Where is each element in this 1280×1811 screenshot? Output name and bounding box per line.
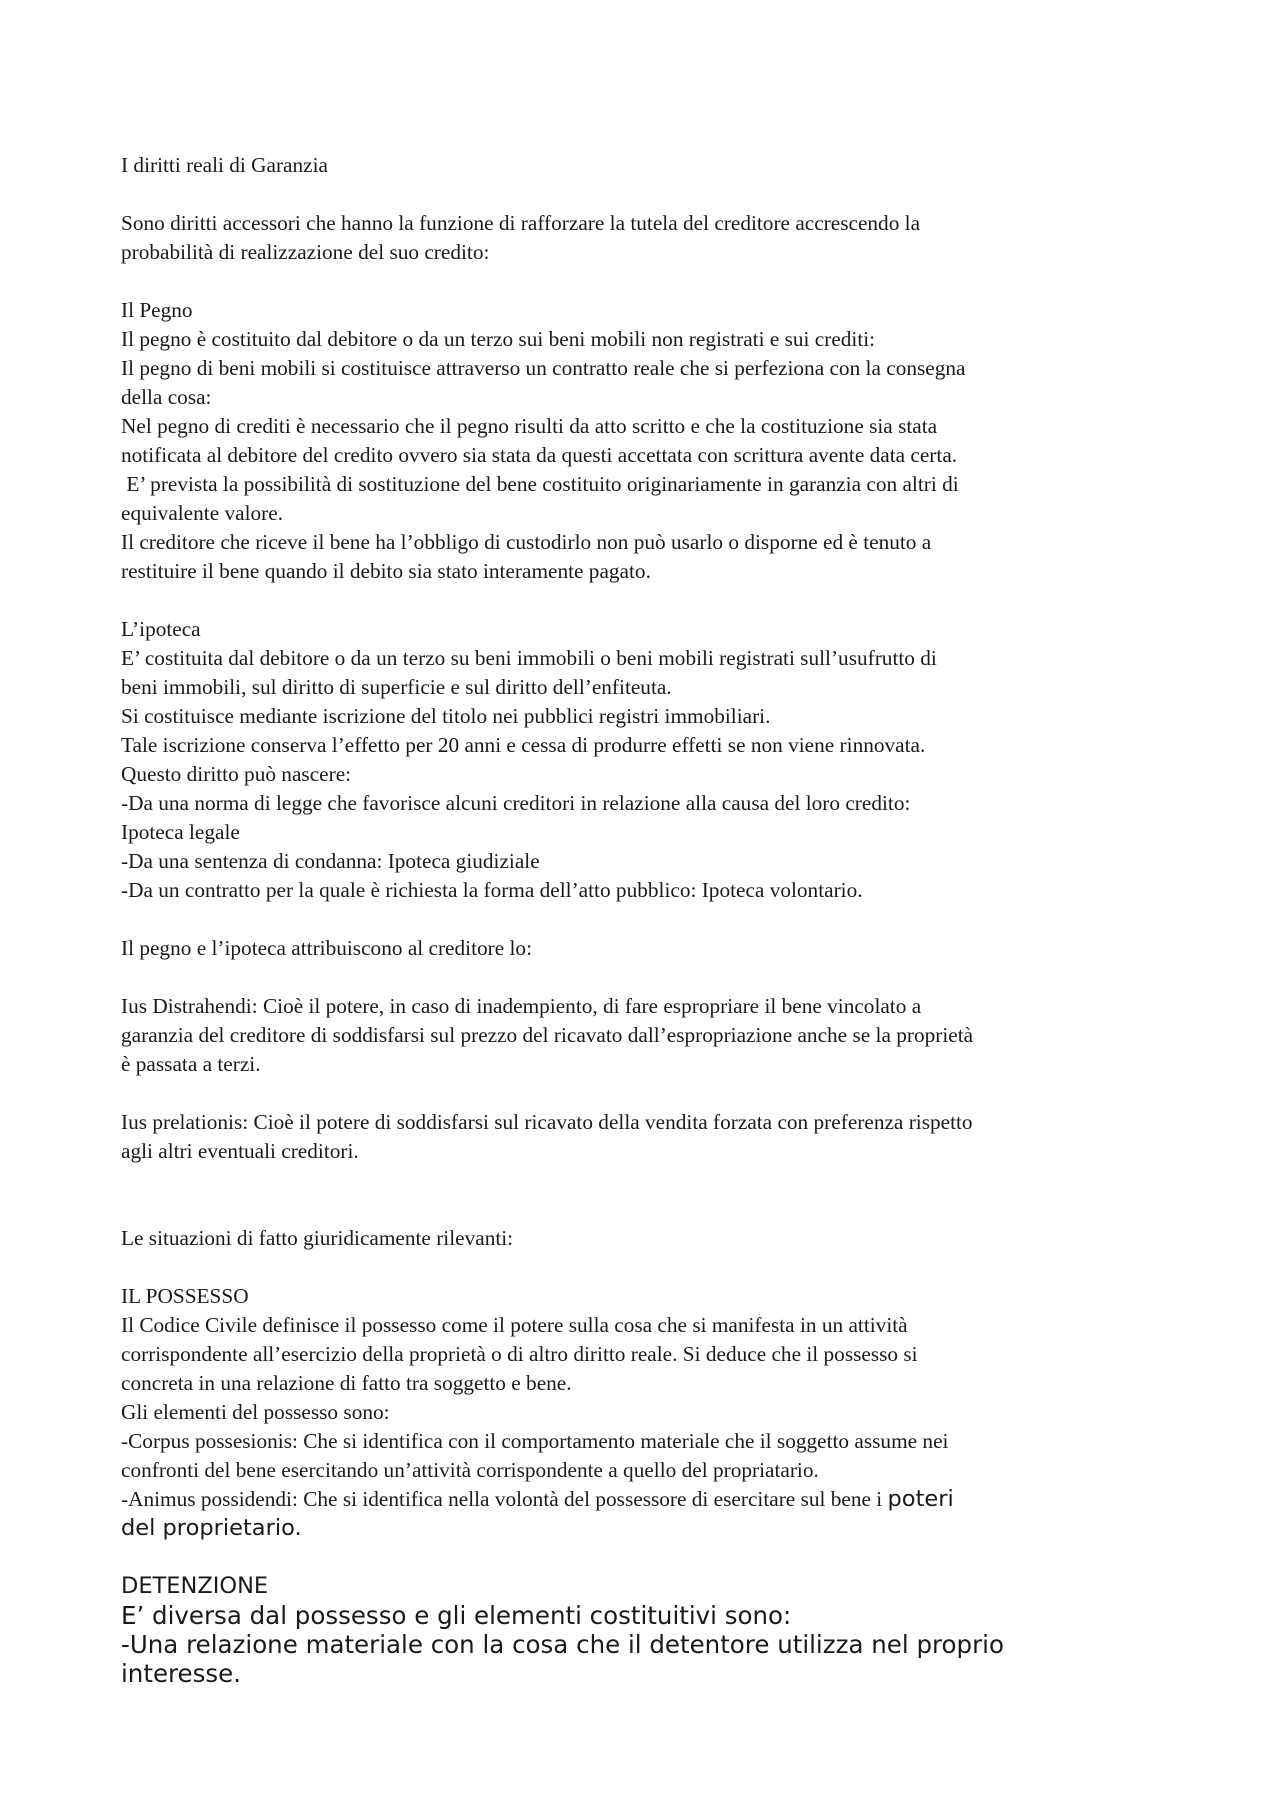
animus-sans-text: poteri bbox=[887, 1486, 954, 1512]
pegno-line: Il creditore che riceve il bene ha l’obbligo di custodirlo non può usarlo o disporne ed è tenuto a bbox=[121, 530, 932, 554]
detenzione-line: E’ diversa dal possesso e gli elementi costituitivi sono: bbox=[121, 1601, 792, 1630]
possesso-line: confronti del bene esercitando un’attività corrispondente a quello del propriatario. bbox=[121, 1458, 819, 1482]
spacer bbox=[121, 267, 1181, 296]
document-body bbox=[121, 151, 1181, 1688]
possesso-heading: IL POSSESSO bbox=[121, 1284, 249, 1308]
spacer bbox=[121, 1543, 1181, 1572]
ipoteca-line: E’ costituita dal debitore o da un terzo su beni immobili o beni mobili registrati sull’usufrutto di bbox=[121, 646, 937, 670]
detenzione-heading: DETENZIONE bbox=[121, 1573, 269, 1599]
pegno-heading: Il Pegno bbox=[121, 298, 193, 322]
document-title: I diritti reali di Garanzia bbox=[121, 153, 328, 177]
ipoteca-line: Tale iscrizione conserva l’effetto per 20 anni e cessa di produrre effetti se non viene rinnovata. bbox=[121, 733, 926, 757]
spacer bbox=[121, 1079, 1181, 1108]
possesso-line: corrispondente all’esercizio della proprietà o di altro diritto reale. Si deduce che il possesso si bbox=[121, 1342, 918, 1366]
ipoteca-line: Questo diritto può nascere: bbox=[121, 762, 352, 786]
possesso-line: concreta in una relazione di fatto tra soggetto e bene. bbox=[121, 1371, 572, 1395]
ius-distrahendi-line: Ius Distrahendi: Cioè il potere, in caso di inadempiento, di fare espropriare il bene vincolato a bbox=[121, 994, 922, 1018]
pegno-line: E’ prevista la possibilità di sostituzione del bene costituito originariamente in garanzia con altri di bbox=[121, 472, 959, 496]
detenzione-line: interesse. bbox=[121, 1659, 242, 1688]
intro-line-2: probabilità di realizzazione del suo credito: bbox=[121, 240, 490, 264]
spacer bbox=[121, 586, 1181, 615]
pegno-line: Il pegno di beni mobili si costituisce attraverso un contratto reale che si perfeziona con la consegna bbox=[121, 356, 966, 380]
possesso-line: Il Codice Civile definisce il possesso come il potere sulla cosa che si manifesta in un attività bbox=[121, 1313, 908, 1337]
spacer bbox=[121, 963, 1181, 992]
pegno-line: notificata al debitore del credito ovvero sia stata da questi accettata con scrittura avente data certa. bbox=[121, 443, 958, 467]
animus-end-text: . bbox=[294, 1515, 302, 1541]
detenzione-line: -Una relazione materiale con la cosa che il detentore utilizza nel proprio bbox=[121, 1630, 1004, 1659]
spacer bbox=[121, 1166, 1181, 1195]
ipoteca-heading: L’ipoteca bbox=[121, 617, 201, 641]
ipoteca-line: -Da una sentenza di condanna: Ipoteca giudiziale bbox=[121, 849, 540, 873]
animus-continuation bbox=[121, 1514, 1181, 1543]
ius-prelationis-line: Ius prelationis: Cioè il potere di soddisfarsi sul ricavato della vendita forzata con preferenza rispetto bbox=[121, 1110, 973, 1134]
pegno-line: della cosa: bbox=[121, 385, 212, 409]
pegno-line: Nel pegno di crediti è necessario che il pegno risulti da atto scritto e che la costituzione sia stata bbox=[121, 414, 938, 438]
intro-line-1: Sono diritti accessori che hanno la funzione di rafforzare la tutela del creditore accrescendo la bbox=[121, 211, 921, 235]
ipoteca-line: -Da una norma di legge che favorisce alcuni creditori in relazione alla causa del loro credito: bbox=[121, 791, 911, 815]
ipoteca-line: beni immobili, sul diritto di superficie e sul diritto dell’enfiteuta. bbox=[121, 675, 672, 699]
ius-prelationis-line: agli altri eventuali creditori. bbox=[121, 1139, 359, 1163]
spacer bbox=[121, 180, 1181, 209]
animus-cont-text: del proprietario bbox=[121, 1515, 295, 1541]
ipoteca-line: Si costituisce mediante iscrizione del titolo nei pubblici registri immobiliari. bbox=[121, 704, 771, 728]
spacer bbox=[121, 1253, 1181, 1282]
ius-distrahendi-line: è passata a terzi. bbox=[121, 1052, 261, 1076]
animus-line bbox=[121, 1485, 1181, 1514]
spacer bbox=[121, 1195, 1181, 1224]
pegno-line: restituire il bene quando il debito sia stato interamente pagato. bbox=[121, 559, 651, 583]
ipoteca-line: -Da un contratto per la quale è richiesta la forma dell’atto pubblico: Ipoteca volontario. bbox=[121, 878, 863, 902]
pegno-line: equivalente valore. bbox=[121, 501, 284, 525]
spacer bbox=[121, 905, 1181, 934]
possesso-line: Gli elementi del possesso sono: bbox=[121, 1400, 390, 1424]
ipoteca-line: Ipoteca legale bbox=[121, 820, 240, 844]
situazioni-line: Le situazioni di fatto giuridicamente rilevanti: bbox=[121, 1226, 514, 1250]
possesso-line: -Corpus possesionis: Che si identifica con il comportamento materiale che il soggetto assume nei bbox=[121, 1429, 949, 1453]
pegno-line: Il pegno è costituito dal debitore o da un terzo sui beni mobili non registrati e sui crediti: bbox=[121, 327, 876, 351]
animus-serif-text: -Animus possidendi: Che si identifica nella volontà del possessore di esercitare sul bene i bbox=[121, 1487, 888, 1511]
ius-distrahendi-line: garanzia del creditore di soddisfarsi sul prezzo del ricavato dall’espropriazione anche se la proprietà bbox=[121, 1023, 974, 1047]
attribuzione-line: Il pegno e l’ipoteca attribuiscono al creditore lo: bbox=[121, 936, 532, 960]
